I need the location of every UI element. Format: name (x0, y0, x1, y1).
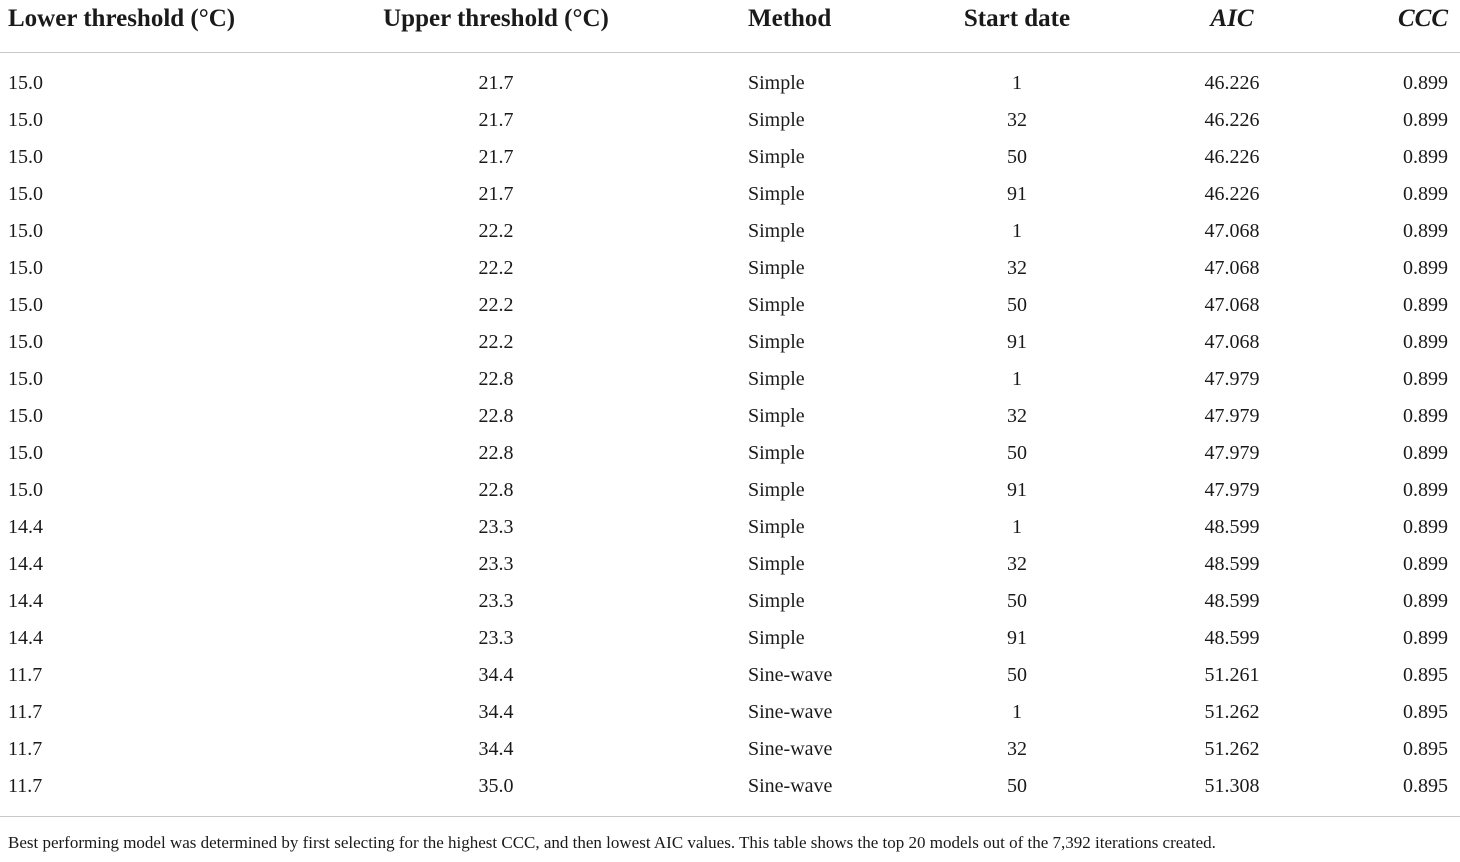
table-row (0, 176, 1460, 213)
cell-ccc: 0.899 (1403, 553, 1448, 575)
table-row (0, 546, 1460, 583)
cell-aic: 51.262 (1204, 738, 1260, 760)
cell-aic: 48.599 (1204, 590, 1260, 612)
cell-method: Simple (748, 553, 805, 575)
cell-start-date: 1 (1012, 368, 1022, 390)
table-row (0, 583, 1460, 620)
cell-upper-threshold: 22.8 (478, 442, 514, 464)
cell-aic: 48.599 (1204, 627, 1260, 649)
cell-method: Simple (748, 627, 805, 649)
table-row (0, 53, 1460, 103)
cell-ccc: 0.899 (1403, 109, 1448, 131)
table-row (0, 768, 1460, 817)
cell-upper-threshold: 34.4 (478, 664, 514, 686)
table-row (0, 731, 1460, 768)
cell-aic: 46.226 (1204, 146, 1260, 168)
cell-upper-threshold: 34.4 (478, 738, 514, 760)
cell-ccc: 0.899 (1403, 368, 1448, 390)
cell-upper-threshold: 22.8 (478, 479, 514, 501)
cell-start-date: 91 (1007, 183, 1027, 205)
table-row (0, 287, 1460, 324)
cell-lower-threshold: 15.0 (8, 368, 43, 390)
cell-upper-threshold: 35.0 (300, 768, 692, 817)
table-row (0, 213, 1460, 250)
table-row (0, 435, 1460, 472)
cell-aic: 47.979 (1204, 405, 1260, 427)
cell-upper-threshold: 23.3 (478, 590, 514, 612)
cell-method: Simple (748, 146, 805, 168)
cell-start-date: 50 (1007, 294, 1027, 316)
cell-lower-threshold: 15.0 (8, 331, 43, 353)
cell-method: Simple (748, 220, 805, 242)
cell-start-date: 91 (1007, 331, 1027, 353)
table-row (0, 398, 1460, 435)
cell-ccc: 0.899 (1403, 627, 1448, 649)
cell-upper-threshold: 22.2 (478, 257, 514, 279)
cell-ccc: 0.899 (1403, 294, 1448, 316)
cell-method: Sine-wave (692, 768, 882, 817)
cell-lower-threshold: 15.0 (8, 479, 43, 501)
cell-lower-threshold: 15.0 (8, 183, 43, 205)
cell-lower-threshold: 11.7 (8, 664, 43, 686)
cell-lower-threshold: 15.0 (8, 72, 43, 94)
table-row (0, 620, 1460, 657)
cell-start-date: 32 (1007, 257, 1027, 279)
cell-method: Simple (748, 590, 805, 612)
cell-lower-threshold: 15.0 (8, 442, 43, 464)
cell-lower-threshold: 11.7 (0, 768, 300, 817)
cell-upper-threshold: 21.7 (478, 109, 514, 131)
cell-aic: 48.599 (1204, 553, 1260, 575)
cell-start-date: 1 (1012, 701, 1022, 723)
cell-start-date: 50 (1007, 590, 1027, 612)
cell-upper-threshold: 21.7 (478, 183, 514, 205)
cell-ccc: 0.895 (1403, 738, 1448, 760)
cell-upper-threshold: 22.8 (478, 405, 514, 427)
cell-start-date: 50 (882, 768, 1152, 817)
cell-lower-threshold: 14.4 (8, 627, 43, 649)
cell-lower-threshold: 15.0 (8, 294, 43, 316)
table-row (0, 694, 1460, 731)
cell-ccc: 0.899 (1403, 590, 1448, 612)
cell-ccc: 0.899 (1403, 183, 1448, 205)
cell-lower-threshold: 14.4 (8, 553, 43, 575)
cell-method: Sine-wave (748, 701, 833, 723)
cell-upper-threshold: 23.3 (478, 553, 514, 575)
cell-start-date: 32 (1007, 553, 1027, 575)
cell-method: Simple (748, 109, 805, 131)
table-body (0, 53, 1460, 817)
cell-start-date: 50 (1007, 664, 1027, 686)
cell-lower-threshold: 14.4 (8, 590, 43, 612)
header-row (0, 0, 1460, 53)
cell-start-date: 1 (1012, 220, 1022, 242)
cell-method: Sine-wave (748, 738, 833, 760)
table-row (0, 361, 1460, 398)
cell-lower-threshold: 15.0 (8, 220, 43, 242)
cell-upper-threshold: 21.7 (478, 146, 514, 168)
cell-method: Simple (748, 294, 805, 316)
cell-start-date: 91 (1007, 479, 1027, 501)
cell-start-date: 32 (1007, 109, 1027, 131)
cell-ccc: 0.899 (1403, 331, 1448, 353)
cell-ccc: 0.899 (1403, 220, 1448, 242)
cell-lower-threshold: 11.7 (8, 701, 43, 723)
header-method: Method (692, 0, 882, 53)
cell-ccc: 0.899 (1403, 479, 1448, 501)
cell-start-date: 91 (1007, 627, 1027, 649)
header-aic: AIC (1152, 0, 1312, 53)
cell-ccc: 0.899 (1403, 72, 1448, 94)
cell-method: Simple (748, 257, 805, 279)
table-row (0, 657, 1460, 694)
cell-upper-threshold: 23.3 (478, 627, 514, 649)
cell-ccc: 0.895 (1403, 701, 1448, 723)
cell-lower-threshold: 15.0 (8, 405, 43, 427)
header-ccc: CCC (1312, 0, 1460, 53)
table-row (0, 102, 1460, 139)
cell-lower-threshold: 15.0 (8, 257, 43, 279)
cell-aic: 46.226 (1204, 183, 1260, 205)
cell-aic: 46.226 (1204, 72, 1260, 94)
cell-upper-threshold: 21.7 (478, 72, 514, 94)
table-row (0, 139, 1460, 176)
cell-lower-threshold: 15.0 (8, 109, 43, 131)
cell-aic: 47.979 (1204, 479, 1260, 501)
cell-start-date: 50 (1007, 146, 1027, 168)
table-header (0, 0, 1460, 53)
cell-lower-threshold: 11.7 (8, 738, 43, 760)
cell-aic: 51.262 (1204, 701, 1260, 723)
cell-method: Sine-wave (748, 664, 833, 686)
table-row (0, 250, 1460, 287)
cell-method: Simple (748, 516, 805, 538)
cell-method: Simple (748, 183, 805, 205)
cell-method: Simple (748, 479, 805, 501)
cell-upper-threshold: 22.2 (478, 331, 514, 353)
header-upper-threshold: Upper threshold (°C) (300, 0, 692, 53)
cell-aic: 47.068 (1204, 294, 1260, 316)
cell-upper-threshold: 22.2 (478, 220, 514, 242)
cell-upper-threshold: 23.3 (478, 516, 514, 538)
table-row (0, 472, 1460, 509)
cell-ccc: 0.895 (1312, 768, 1460, 817)
cell-ccc: 0.895 (1403, 664, 1448, 686)
cell-method: Simple (748, 405, 805, 427)
cell-ccc: 0.899 (1403, 257, 1448, 279)
cell-start-date: 32 (1007, 405, 1027, 427)
cell-aic: 47.979 (1204, 368, 1260, 390)
cell-aic: 51.308 (1152, 768, 1312, 817)
cell-method: Simple (748, 442, 805, 464)
cell-aic: 47.068 (1204, 257, 1260, 279)
table-row (0, 324, 1460, 361)
cell-upper-threshold: 34.4 (478, 701, 514, 723)
table-footnote: Best performing model was determined by first selecting for the highest CCC, and then lowest AIC values. This table shows the top 20 models out of the 7,392 iterations created. (8, 833, 1216, 852)
cell-method: Simple (748, 331, 805, 353)
cell-aic: 51.261 (1204, 664, 1260, 686)
cell-ccc: 0.899 (1403, 516, 1448, 538)
cell-aic: 47.068 (1204, 220, 1260, 242)
header-lower-threshold: Lower threshold (°C) (0, 0, 300, 53)
cell-start-date: 32 (1007, 738, 1027, 760)
cell-aic: 46.226 (1204, 109, 1260, 131)
table-row (0, 509, 1460, 546)
cell-ccc: 0.899 (1403, 146, 1448, 168)
cell-start-date: 50 (1007, 442, 1027, 464)
cell-start-date: 1 (1012, 72, 1022, 94)
header-start-date: Start date (882, 0, 1152, 53)
cell-aic: 47.979 (1204, 442, 1260, 464)
cell-aic: 48.599 (1204, 516, 1260, 538)
cell-method: Simple (748, 72, 805, 94)
cell-upper-threshold: 22.8 (478, 368, 514, 390)
cell-start-date: 1 (1012, 516, 1022, 538)
cell-method: Simple (748, 368, 805, 390)
cell-lower-threshold: 14.4 (8, 516, 43, 538)
cell-ccc: 0.899 (1403, 405, 1448, 427)
cell-lower-threshold: 15.0 (8, 146, 43, 168)
cell-ccc: 0.899 (1403, 442, 1448, 464)
cell-aic: 47.068 (1204, 331, 1260, 353)
cell-upper-threshold: 22.2 (478, 294, 514, 316)
